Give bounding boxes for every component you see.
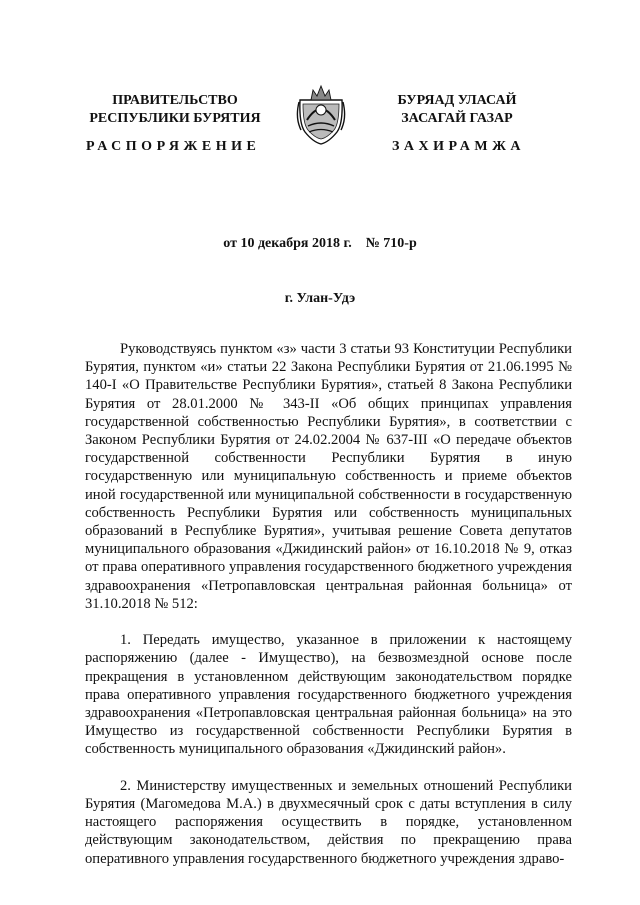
issuer-line-1-buryat: БУРЯАД УЛАСАЙ: [397, 93, 517, 108]
document-city: г. Улан-Удэ: [284, 291, 356, 306]
issuer-line-2: РЕСПУБЛИКИ БУРЯТИЯ: [89, 111, 261, 126]
issuer-line-2-buryat: ЗАСАГАЙ ГАЗАР: [401, 111, 513, 126]
document-body: [85, 340, 572, 886]
preamble-paragraph: Руководствуясь пунктом «з» части 3 статьи 93 Конституции Республики Бурятия, пунктом «и» статьи 22 Закона Республики Бурятия от 21.06.1995 № 140-I «О Правительстве Республики Бурятия», статьей 8 Закона Республики Бурятия от 28.01.2000 № 343-II «Об общих принципах управления государственной собственностью Республики Бурятия», в соответствии с Законом Республики Бурятия от 24.02.2004 № 637-III «О передаче объектов государственной собственности Республики Бурятия в иную государственную или муниципальную собственность и приеме объектов иной государственной или муниципальной собственности в государственную собственность Республики Бурятия или собственность муниципальных образований в Республике Бурятия», учитывая решение Совета депутатов муниципального образования «Джидинский район» от 16.10.2018 № 9, отказ от права оперативного управления государственного бюджетного учреждения здравоохранения «Петропавловская центральная районная больница» от 31.10.2018 № 512:: [85, 341, 572, 612]
issuer-header-buryat: [352, 92, 562, 128]
document-date-number: от 10 декабря 2018 г. № 710-р: [223, 236, 417, 251]
clause-2-paragraph: 2. Министерству имущественных и земельных отношений Республики Бурятия (Магомедова М.А.) в двухмесячный срок с даты вступления в силу настоящего распоряжения осуществить в порядке, установленном действующим законодательством, действия по прекращению права оперативного управления государственного бюджетного учреждения здраво-: [85, 777, 572, 867]
document-type-russian: РАСПОРЯЖЕНИЕ: [86, 139, 261, 154]
clause-1-paragraph: 1. Передать имущество, указанное в приложении к настоящему распоряжению (далее - Имущество), на безвозмездной основе после прекращения в установленном действующим законодательством порядке права оперативного управления государственного бюджетного учреждения здравоохранения «Петропавловская центральная районная больница» на это Имущество из государственной собственности Республики Бурятия в собственность муниципального образования «Джидинский район».: [85, 632, 572, 758]
coat-of-arms-icon: [295, 80, 347, 148]
issuer-header-russian: [70, 92, 280, 128]
issuer-line-1: ПРАВИТЕЛЬСТВО: [112, 93, 238, 108]
document-type-buryat: ЗАХИРАМЖА: [392, 139, 526, 154]
